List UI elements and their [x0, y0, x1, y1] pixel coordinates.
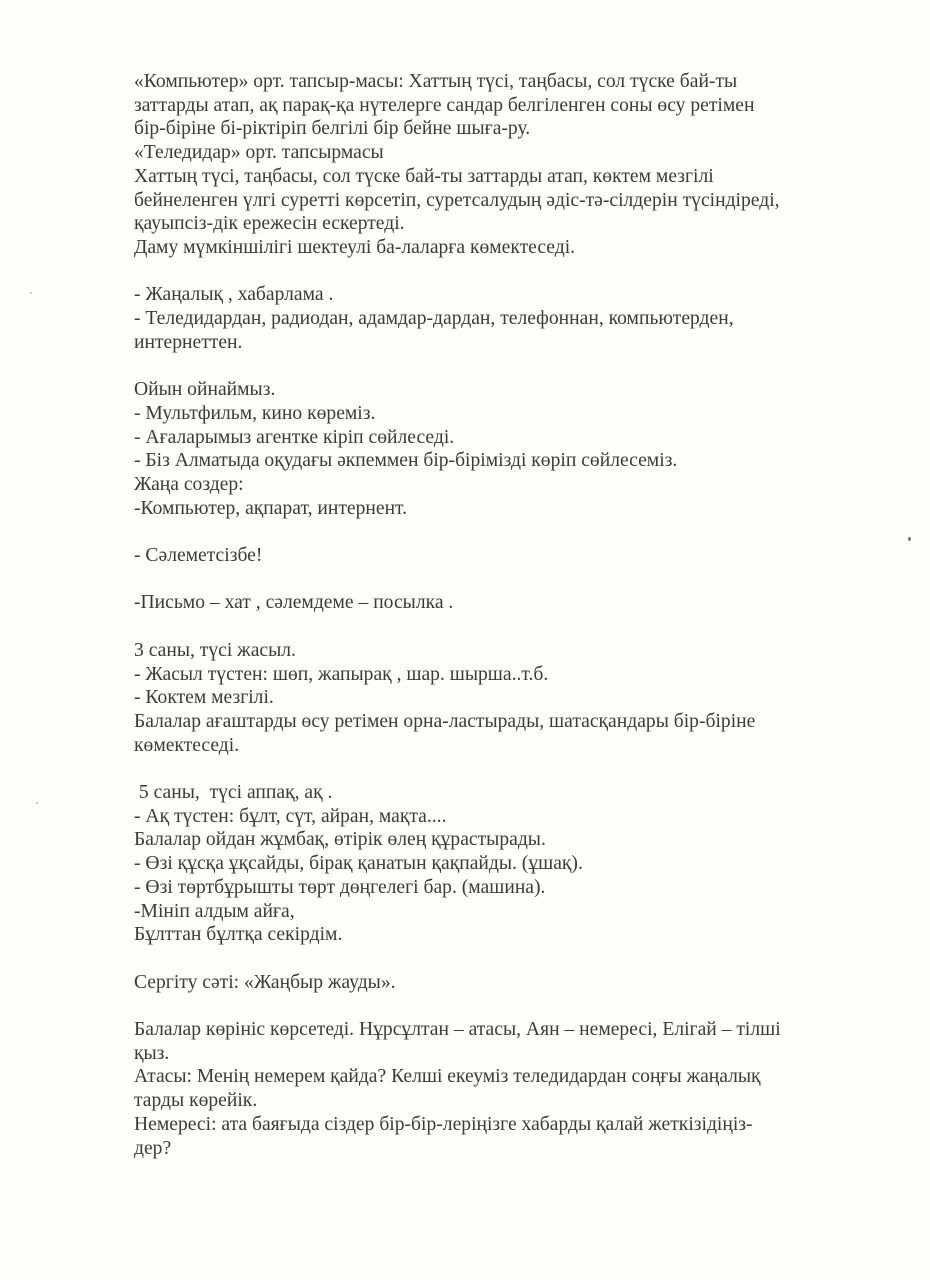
blank-line [134, 615, 864, 639]
text-line: интернеттен. [134, 331, 243, 353]
text-line: бір-біріне бі-ріктіріп белгілі бір бейне шыға-ру. [134, 118, 531, 140]
blank-line [134, 568, 864, 592]
text-line: заттарды атап, ақ парақ-қа нүтелерге сандар белгіленген соны өсу ретімен [134, 94, 755, 116]
text-line: Ойын ойнаймыз. [134, 379, 276, 401]
text-line: «Теледидар» орт. тапсырмасы [134, 142, 384, 164]
text-line: қыз. [134, 1042, 170, 1064]
scan-speck [30, 292, 32, 294]
text-line: - Ағаларымыз агентке кіріп сөйлеседі. [134, 426, 455, 448]
text-line: 3 саны, түсі жасыл. [134, 639, 296, 661]
text-line: Хаттың түсі, таңбасы, сол түске бай-ты заттарды атап, көктем мезгілі [134, 165, 714, 187]
text-line: - Мультфильм, кино көреміз. [134, 402, 376, 424]
text-line: бейнеленген үлгі суретті көрсетіп, суретсалудың әдіс-тә-сілдерін түсіндіреді, [134, 189, 780, 211]
blank-line [134, 994, 864, 1018]
blank-line [134, 757, 864, 781]
text-line: - Өзі төртбұрышты төрт дөңгелегі бар. (машина). [134, 876, 546, 898]
text-line: Балалар көрініс көрсетеді. Нұрсұлтан – атасы, Аян – немересі, Елігай – тілші [134, 1019, 781, 1040]
text-line: -Письмо – хат , сәлемдеме – посылка . [134, 592, 454, 614]
text-line: тарды көрейік. [134, 1090, 258, 1112]
text-line: Немересі: ата баяғыда сіздер бір-бір-леріңізге хабарды қалай жеткізідіңіз- [134, 1113, 753, 1135]
text-line: -Компьютер, ақпарат, интернент. [134, 497, 408, 519]
text-line: - Сәлеметсізбе! [134, 545, 263, 567]
text-line: Даму мүмкіншілігі шектеулі ба-лаларға көмектеседі. [134, 236, 576, 258]
text-line: - Біз Алматыда оқудағы әкпеммен бір-бірімізді көріп сөйлесеміз. [134, 450, 678, 472]
text-line: Жаңа создер: [134, 473, 244, 495]
text-line: дер? [134, 1137, 172, 1159]
text-line: Атасы: Менің немерем қайда? Келші екеуміз теледидардан соңғы жаңалық [134, 1066, 761, 1088]
blank-line [134, 947, 864, 971]
text-line: -Мініп алдым айға, [134, 900, 295, 922]
text-line: Сергіту сәті: «Жаңбыр жауды». [134, 971, 396, 993]
text-line: Балалар ойдан жұмбақ, өтірік өлең құрастырады. [134, 829, 546, 851]
text-line: - Өзі құсқа ұқсайды, бірақ қанатын қақпайды. (ұшақ). [134, 853, 583, 875]
blank-line [134, 260, 864, 284]
blank-line [134, 354, 864, 378]
text-line: - Ақ түстен: бұлт, сүт, айран, мақта.... [134, 805, 447, 827]
scan-speck [36, 802, 38, 804]
text-line: 5 саны, түсі аппақ, ақ . [134, 782, 333, 803]
text-line: көмектеседі. [134, 734, 240, 756]
text-line: Бұлттан бұлтқа секірдім. [134, 924, 343, 946]
text-line: - Жаңалық , хабарлама . [134, 284, 334, 306]
text-line: Балалар ағаштарды өсу ретімен орна-ластырады, шатасқандары бір-біріне [134, 710, 756, 732]
text-line: - Теледидардан, радиодан, адамдар-дардан, телефоннан, компьютерден, [134, 308, 734, 330]
text-line: қауыпсіз-дік ережесін ескертеді. [134, 213, 405, 235]
document-body [134, 70, 864, 1160]
text-line: «Компьютер» орт. тапсыр-масы: Хаттың түсі, таңбасы, сол түске бай-ты [134, 71, 738, 92]
text-line: - Жасыл түстен: шөп, жапырақ , шар. шырша..т.б. [134, 663, 549, 685]
text-line: - Коктем мезгілі. [134, 687, 274, 709]
blank-line [134, 520, 864, 544]
scan-speck [908, 537, 911, 541]
